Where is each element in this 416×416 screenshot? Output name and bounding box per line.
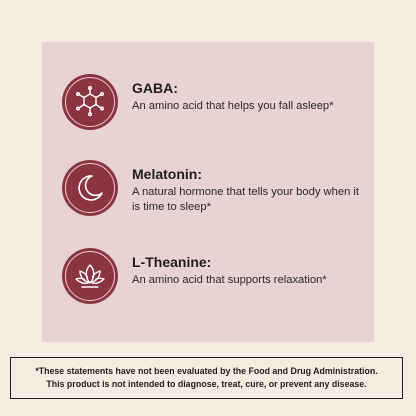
disclaimer-line-1: *These statements have not been evaluated by the Food and Drug Administration. (35, 366, 378, 376)
fda-disclaimer (10, 357, 403, 399)
ingredient-title: L-Theanine: (132, 254, 212, 270)
moon-icon (73, 171, 107, 205)
ingredient-gaba (62, 74, 362, 134)
melatonin-badge (62, 160, 118, 216)
ingredient-title: Melatonin: (132, 166, 202, 182)
ingredient-description: An amino acid that helps you fall asleep* (132, 100, 334, 112)
ingredient-description: A natural hormone that tells your body when it is time to sleep* (132, 186, 359, 213)
l-theanine-badge (62, 248, 118, 304)
gaba-badge (62, 74, 118, 130)
disclaimer-line-2: This product is not intended to diagnose, treat, cure, or prevent any disease. (46, 379, 367, 389)
ingredient-melatonin (62, 160, 362, 220)
ingredient-title: GABA: (132, 80, 178, 96)
ingredient-description: An amino acid that supports relaxation* (132, 274, 327, 286)
ingredient-l-theanine (62, 248, 362, 308)
lotus-icon (73, 259, 107, 293)
molecule-icon (73, 85, 107, 119)
ingredients-panel (42, 42, 374, 342)
